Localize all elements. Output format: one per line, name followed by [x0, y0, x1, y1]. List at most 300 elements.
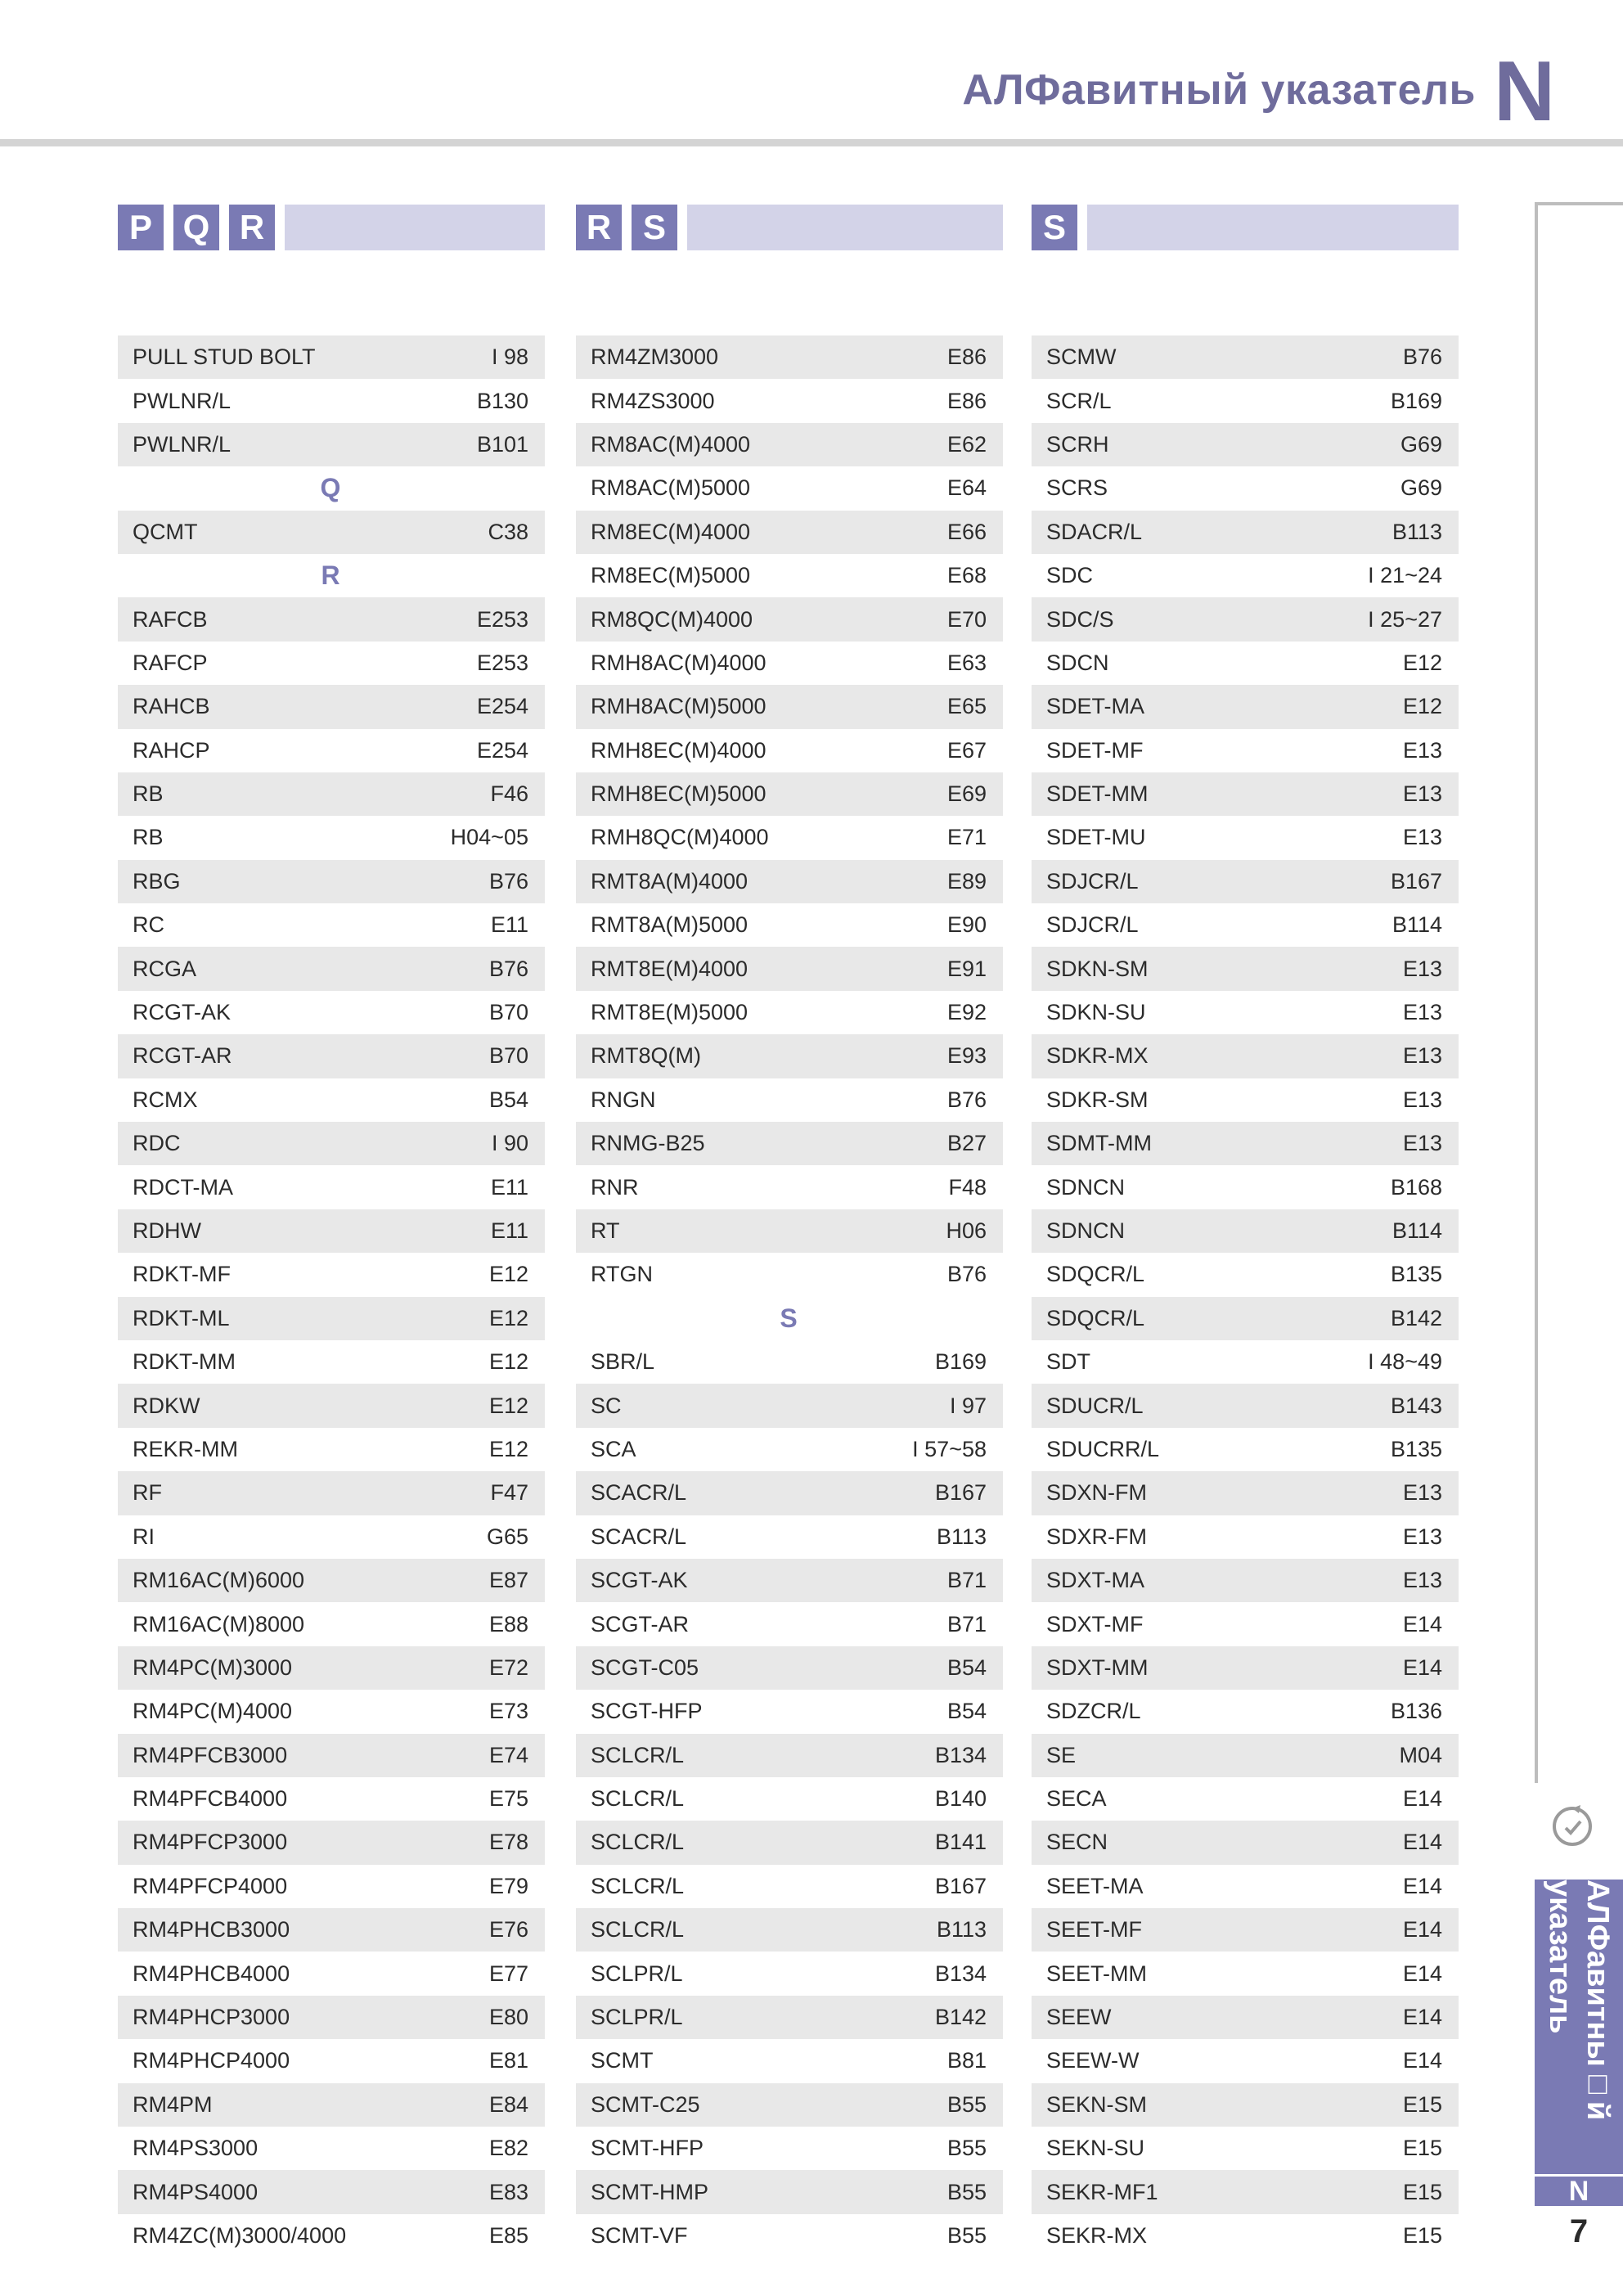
- index-row[interactable]: [118, 947, 545, 990]
- index-row[interactable]: [118, 2127, 545, 2170]
- item-page: E14: [1402, 1786, 1442, 1812]
- item-name: RM4PHCP3000: [133, 2005, 290, 2030]
- index-row[interactable]: [118, 772, 545, 816]
- item-page: E77: [488, 1961, 528, 1986]
- index-row[interactable]: [576, 729, 1003, 772]
- index-row[interactable]: [1032, 1471, 1459, 1515]
- item-name: RNGN: [591, 1087, 656, 1112]
- item-name: RMH8AC(M)4000: [591, 650, 767, 675]
- column-letter-bar: [1032, 205, 1459, 250]
- item-page: G69: [1400, 431, 1442, 457]
- item-page: B135: [1390, 1436, 1442, 1461]
- index-row[interactable]: [118, 1515, 545, 1559]
- item-name: RMH8QC(M)4000: [591, 825, 769, 850]
- item-name: SDET-MA: [1046, 694, 1145, 719]
- index-row[interactable]: [1032, 1996, 1459, 2039]
- index-row[interactable]: [576, 335, 1003, 379]
- item-name: RMH8AC(M)5000: [591, 694, 767, 719]
- index-row[interactable]: [576, 1253, 1003, 1296]
- item-name: RB: [133, 781, 164, 807]
- item-name: PWLNR/L: [133, 388, 232, 413]
- item-name: SDET-MF: [1046, 737, 1144, 763]
- item-name: SDNCN: [1046, 1218, 1126, 1243]
- index-row[interactable]: [118, 729, 545, 772]
- item-page: E12: [488, 1349, 528, 1375]
- item-name: RM4PFCP3000: [133, 1830, 288, 1855]
- item-name: SCLCR/L: [591, 1742, 685, 1767]
- index-row[interactable]: [118, 1165, 545, 1209]
- item-name: SEET-MF: [1046, 1917, 1143, 1943]
- item-name: RM4ZS3000: [591, 388, 715, 413]
- item-name: RMT8E(M)4000: [591, 956, 749, 981]
- item-name: RM8EC(M)5000: [591, 563, 751, 588]
- item-name: RM4PM: [133, 2091, 213, 2117]
- item-name: SC: [591, 1393, 622, 1418]
- index-row[interactable]: [576, 1515, 1003, 1559]
- index-row[interactable]: [118, 1559, 545, 1602]
- index-row[interactable]: [576, 2127, 1003, 2170]
- index-row[interactable]: [1032, 729, 1459, 772]
- item-page: E12: [488, 1393, 528, 1418]
- index-row[interactable]: [1032, 2039, 1459, 2082]
- item-name: RDCT-MA: [133, 1174, 233, 1200]
- column-letter-bar: [576, 205, 1003, 250]
- item-page: E14: [1402, 1873, 1442, 1898]
- index-list: [1032, 335, 1459, 2258]
- letter-box: S: [1032, 205, 1077, 250]
- index-row[interactable]: [1032, 816, 1459, 859]
- index-row[interactable]: [1032, 1384, 1459, 1427]
- item-page: E75: [488, 1786, 528, 1812]
- item-name: SDKR-SM: [1046, 1087, 1149, 1112]
- item-page: E92: [946, 1000, 987, 1025]
- column-letter-bar: [118, 205, 545, 250]
- item-name: RMT8A(M)4000: [591, 868, 749, 894]
- item-name: SDMT-MM: [1046, 1131, 1152, 1156]
- index-row[interactable]: [1032, 423, 1459, 466]
- index-row[interactable]: [1032, 2127, 1459, 2170]
- index-row[interactable]: [576, 947, 1003, 990]
- item-name: RCGT-AK: [133, 1000, 232, 1025]
- item-name: RM16AC(M)6000: [133, 1568, 305, 1593]
- letter-bar-fill: [687, 205, 1003, 250]
- item-name: RMT8Q(M): [591, 1043, 701, 1069]
- item-name: SDKN-SM: [1046, 956, 1149, 981]
- item-name: RB: [133, 825, 164, 850]
- index-row[interactable]: [576, 379, 1003, 422]
- index-row[interactable]: [118, 1908, 545, 1952]
- index-row[interactable]: [576, 1996, 1003, 2039]
- letter-box: R: [229, 205, 275, 250]
- index-row[interactable]: [1032, 1209, 1459, 1253]
- item-page: B130: [476, 388, 528, 413]
- index-row[interactable]: [118, 335, 545, 379]
- section-heading: S: [780, 1303, 798, 1333]
- item-name: SEKR-MF1: [1046, 2179, 1158, 2204]
- index-row[interactable]: [1032, 1690, 1459, 1733]
- item-page: E254: [476, 694, 528, 719]
- item-page: E88: [488, 1611, 528, 1636]
- item-page: E11: [490, 1174, 528, 1200]
- item-page: H04~05: [450, 825, 528, 850]
- index-row[interactable]: [118, 1253, 545, 1296]
- index-row[interactable]: [118, 2039, 545, 2082]
- index-row[interactable]: [576, 1646, 1003, 1690]
- item-name: SEKR-MX: [1046, 2222, 1148, 2248]
- index-row[interactable]: [1032, 2214, 1459, 2258]
- item-name: RAHCB: [133, 694, 210, 719]
- item-name: RM4PS3000: [133, 2136, 259, 2161]
- item-page: E14: [1402, 1917, 1442, 1943]
- item-page: E12: [488, 1436, 528, 1461]
- index-row[interactable]: [1032, 860, 1459, 903]
- item-name: RAFCP: [133, 650, 208, 675]
- letter-bar-fill: [1087, 205, 1459, 250]
- index-row[interactable]: [576, 903, 1003, 947]
- item-name: RCGA: [133, 956, 197, 981]
- item-name: SECN: [1046, 1830, 1108, 1855]
- item-name: SDUCR/L: [1046, 1393, 1144, 1418]
- item-name: RM4PFCP4000: [133, 1873, 288, 1898]
- index-row[interactable]: [118, 685, 545, 728]
- index-row[interactable]: [1032, 1865, 1459, 1908]
- index-row[interactable]: [1032, 1340, 1459, 1384]
- index-row[interactable]: [1032, 1122, 1459, 1165]
- item-name: SECA: [1046, 1786, 1107, 1812]
- item-name: RBG: [133, 868, 181, 894]
- index-row[interactable]: [576, 554, 1003, 597]
- item-name: RDKW: [133, 1393, 200, 1418]
- index-row[interactable]: [576, 466, 1003, 510]
- index-row[interactable]: [1032, 1734, 1459, 1777]
- index-row[interactable]: [1032, 1646, 1459, 1690]
- index-row[interactable]: [1032, 466, 1459, 510]
- index-row[interactable]: [1032, 642, 1459, 685]
- index-row[interactable]: [576, 816, 1003, 859]
- item-page: E91: [946, 956, 987, 981]
- item-name: SEKN-SM: [1046, 2091, 1148, 2117]
- item-page: E62: [946, 431, 987, 457]
- index-row[interactable]: [1032, 1515, 1459, 1559]
- index-row[interactable]: [118, 511, 545, 554]
- item-page: I 57~58: [912, 1436, 987, 1461]
- item-page: E85: [488, 2222, 528, 2248]
- item-page: I 48~49: [1368, 1349, 1442, 1375]
- index-row[interactable]: [576, 1384, 1003, 1427]
- index-row[interactable]: [118, 816, 545, 859]
- index-row[interactable]: [118, 1078, 545, 1122]
- index-row[interactable]: [118, 1602, 545, 1645]
- index-row[interactable]: [1032, 1428, 1459, 1471]
- index-row[interactable]: [576, 423, 1003, 466]
- index-row[interactable]: [576, 642, 1003, 685]
- item-name: SDC/S: [1046, 606, 1114, 632]
- index-row[interactable]: [576, 1690, 1003, 1733]
- item-page: B134: [934, 1961, 987, 1986]
- index-row[interactable]: [118, 1865, 545, 1908]
- index-row[interactable]: [576, 1908, 1003, 1952]
- item-page: E15: [1402, 2091, 1442, 2117]
- index-row[interactable]: [118, 903, 545, 947]
- item-name: SCGT-HFP: [591, 1699, 703, 1724]
- item-page: E13: [1402, 825, 1442, 850]
- index-row[interactable]: [576, 1340, 1003, 1384]
- index-row[interactable]: [118, 597, 545, 641]
- index-row[interactable]: [118, 2170, 545, 2213]
- item-name: RM4ZC(M)3000/4000: [133, 2222, 347, 2248]
- item-name: SCRS: [1046, 475, 1108, 501]
- item-page: E14: [1402, 2048, 1442, 2073]
- item-name: SDKR-MX: [1046, 1043, 1149, 1069]
- item-name: RM16AC(M)8000: [133, 1611, 305, 1636]
- index-row[interactable]: [1032, 597, 1459, 641]
- index-row[interactable]: [118, 2083, 545, 2127]
- letter-box: S: [632, 205, 677, 250]
- header-divider: [0, 139, 1623, 146]
- index-row[interactable]: [118, 1471, 545, 1515]
- index-row[interactable]: [1032, 1165, 1459, 1209]
- index-row[interactable]: [118, 1777, 545, 1821]
- item-page: E14: [1402, 2005, 1442, 2030]
- item-name: SDQCR/L: [1046, 1305, 1145, 1330]
- index-row[interactable]: [1032, 685, 1459, 728]
- item-name: REKR-MM: [133, 1436, 238, 1461]
- item-name: SCACR/L: [591, 1480, 687, 1506]
- index-row[interactable]: [118, 1122, 545, 1165]
- item-page: B136: [1390, 1699, 1442, 1724]
- item-name: SDJCR/L: [1046, 868, 1139, 894]
- index-row[interactable]: [576, 1209, 1003, 1253]
- item-page: E93: [946, 1043, 987, 1069]
- item-page: E72: [488, 1654, 528, 1680]
- item-name: SDACR/L: [1046, 519, 1143, 544]
- item-page: E66: [946, 519, 987, 544]
- item-page: E11: [490, 912, 528, 938]
- index-row[interactable]: [576, 1865, 1003, 1908]
- item-name: RT: [591, 1218, 620, 1243]
- index-row[interactable]: [1032, 1777, 1459, 1821]
- index-row[interactable]: [1032, 1297, 1459, 1340]
- item-name: SCLCR/L: [591, 1917, 685, 1943]
- item-page: E13: [1402, 737, 1442, 763]
- item-page: E12: [488, 1262, 528, 1287]
- index-row[interactable]: [1032, 1559, 1459, 1602]
- item-page: E84: [488, 2091, 528, 2117]
- index-row[interactable]: [118, 1952, 545, 1995]
- index-row[interactable]: [1032, 1602, 1459, 1645]
- index-row[interactable]: [118, 1209, 545, 1253]
- item-page: E13: [1402, 1524, 1442, 1549]
- item-name: SCR/L: [1046, 388, 1112, 413]
- item-name: RM8AC(M)5000: [591, 475, 751, 501]
- item-name: SDXT-MF: [1046, 1611, 1144, 1636]
- section-heading: R: [321, 560, 340, 591]
- item-name: RAFCB: [133, 606, 208, 632]
- item-page: E13: [1402, 1000, 1442, 1025]
- item-page: I 97: [949, 1393, 987, 1418]
- letter-box: P: [118, 205, 164, 250]
- index-row[interactable]: [576, 1734, 1003, 1777]
- item-name: RNMG-B25: [591, 1131, 705, 1156]
- index-row[interactable]: [576, 860, 1003, 903]
- item-page: E13: [1402, 1043, 1442, 1069]
- index-row[interactable]: [118, 991, 545, 1034]
- item-page: E13: [1402, 1480, 1442, 1506]
- index-row[interactable]: [118, 1646, 545, 1690]
- index-row[interactable]: [576, 1078, 1003, 1122]
- item-page: F47: [490, 1480, 528, 1506]
- item-name: SDC: [1046, 563, 1094, 588]
- index-row[interactable]: [118, 423, 545, 466]
- item-name: RDKT-ML: [133, 1305, 230, 1330]
- item-page: H06: [946, 1218, 987, 1243]
- index-row[interactable]: [1032, 1821, 1459, 1864]
- index-row[interactable]: [576, 2039, 1003, 2082]
- item-name: SDKN-SU: [1046, 1000, 1146, 1025]
- index-row[interactable]: [1032, 903, 1459, 947]
- item-name: RDKT-MF: [133, 1262, 231, 1287]
- item-page: G69: [1400, 475, 1442, 501]
- index-row[interactable]: [118, 1690, 545, 1733]
- item-page: E69: [946, 781, 987, 807]
- index-row[interactable]: [576, 1952, 1003, 1995]
- item-name: SDZCR/L: [1046, 1699, 1141, 1724]
- index-row[interactable]: [576, 1777, 1003, 1821]
- item-page: B54: [946, 1654, 987, 1680]
- item-page: B76: [1402, 344, 1442, 370]
- item-page: E14: [1402, 1611, 1442, 1636]
- item-name: RM8AC(M)4000: [591, 431, 751, 457]
- item-page: B167: [1390, 868, 1442, 894]
- item-name: RCGT-AR: [133, 1043, 232, 1069]
- index-row[interactable]: [576, 511, 1003, 554]
- index-row[interactable]: [1032, 379, 1459, 422]
- index-row[interactable]: [576, 772, 1003, 816]
- item-page: F46: [490, 781, 528, 807]
- index-row[interactable]: [1032, 1952, 1459, 1995]
- index-row[interactable]: [576, 1165, 1003, 1209]
- item-name: SCMT-C25: [591, 2091, 700, 2117]
- index-row[interactable]: [1032, 335, 1459, 379]
- index-list: [576, 335, 1003, 2258]
- index-row[interactable]: [1032, 991, 1459, 1034]
- item-page: B141: [934, 1830, 987, 1855]
- index-row[interactable]: [1032, 1034, 1459, 1078]
- index-row[interactable]: [576, 1034, 1003, 1078]
- index-row[interactable]: [118, 1384, 545, 1427]
- item-page: E83: [488, 2179, 528, 2204]
- item-name: RMH8EC(M)4000: [591, 737, 767, 763]
- index-row[interactable]: [118, 1996, 545, 2039]
- item-name: RC: [133, 912, 164, 938]
- item-page: B76: [488, 868, 528, 894]
- item-page: E254: [476, 737, 528, 763]
- item-name: SDT: [1046, 1349, 1090, 1375]
- index-row[interactable]: [576, 597, 1003, 641]
- item-page: E70: [946, 606, 987, 632]
- item-name: SCACR/L: [591, 1524, 687, 1549]
- item-page: B140: [934, 1786, 987, 1812]
- item-name: SCRH: [1046, 431, 1109, 457]
- index-row[interactable]: [1032, 2170, 1459, 2213]
- refresh-icon[interactable]: [1548, 1800, 1597, 1849]
- index-row[interactable]: [118, 1340, 545, 1384]
- item-page: E67: [946, 737, 987, 763]
- item-page: B55: [946, 2136, 987, 2161]
- item-page: B71: [946, 1611, 987, 1636]
- item-page: E12: [488, 1305, 528, 1330]
- item-name: SEET-MM: [1046, 1961, 1148, 1986]
- item-page: E79: [488, 1873, 528, 1898]
- item-name: SCLPR/L: [591, 1961, 683, 1986]
- index-row[interactable]: [118, 1034, 545, 1078]
- item-name: RMH8EC(M)5000: [591, 781, 767, 807]
- item-page: B114: [1391, 912, 1442, 938]
- index-row[interactable]: [118, 860, 545, 903]
- item-page: E14: [1402, 1830, 1442, 1855]
- item-name: SCMW: [1046, 344, 1117, 370]
- item-page: B135: [1390, 1262, 1442, 1287]
- item-name: RDC: [133, 1131, 181, 1156]
- index-row[interactable]: [1032, 1078, 1459, 1122]
- index-row[interactable]: [576, 1471, 1003, 1515]
- index-row[interactable]: [1032, 1908, 1459, 1952]
- index-row[interactable]: [118, 1734, 545, 1777]
- index-row[interactable]: [118, 642, 545, 685]
- index-row[interactable]: [576, 1559, 1003, 1602]
- item-page: E11: [490, 1218, 528, 1243]
- index-row[interactable]: [1032, 511, 1459, 554]
- index-row[interactable]: [576, 1821, 1003, 1864]
- item-page: B169: [1390, 388, 1442, 413]
- item-page: C38: [488, 519, 528, 544]
- item-name: SCMT-HMP: [591, 2179, 708, 2204]
- index-row[interactable]: [576, 685, 1003, 728]
- index-row[interactable]: [118, 1297, 545, 1340]
- index-row[interactable]: [118, 2214, 545, 2258]
- index-row[interactable]: [576, 991, 1003, 1034]
- item-page: I 25~27: [1368, 606, 1442, 632]
- item-page: E87: [488, 1568, 528, 1593]
- index-row[interactable]: [576, 1428, 1003, 1471]
- item-page: E73: [488, 1699, 528, 1724]
- item-name: SEET-MA: [1046, 1873, 1144, 1898]
- item-page: B169: [934, 1349, 987, 1375]
- index-row[interactable]: [1032, 554, 1459, 597]
- index-row[interactable]: [1032, 947, 1459, 990]
- index-row[interactable]: [118, 1821, 545, 1864]
- item-name: RM4PS4000: [133, 2179, 259, 2204]
- index-row[interactable]: [576, 1122, 1003, 1165]
- index-row[interactable]: [576, 1602, 1003, 1645]
- item-name: SEEW: [1046, 2005, 1112, 2030]
- index-row[interactable]: [118, 1428, 545, 1471]
- index-row[interactable]: [576, 2083, 1003, 2127]
- letter-bar-fill: [285, 205, 545, 250]
- index-row[interactable]: [1032, 772, 1459, 816]
- item-name: SCLCR/L: [591, 1873, 685, 1898]
- index-row[interactable]: [118, 379, 545, 422]
- index-row[interactable]: [1032, 2083, 1459, 2127]
- index-row[interactable]: [1032, 1253, 1459, 1296]
- item-name: RCMX: [133, 1087, 198, 1112]
- item-name: RI: [133, 1524, 155, 1549]
- index-row[interactable]: [576, 2214, 1003, 2258]
- item-name: PWLNR/L: [133, 431, 232, 457]
- item-name: RDKT-MM: [133, 1349, 236, 1375]
- index-row[interactable]: [576, 2170, 1003, 2213]
- item-page: E76: [488, 1917, 528, 1943]
